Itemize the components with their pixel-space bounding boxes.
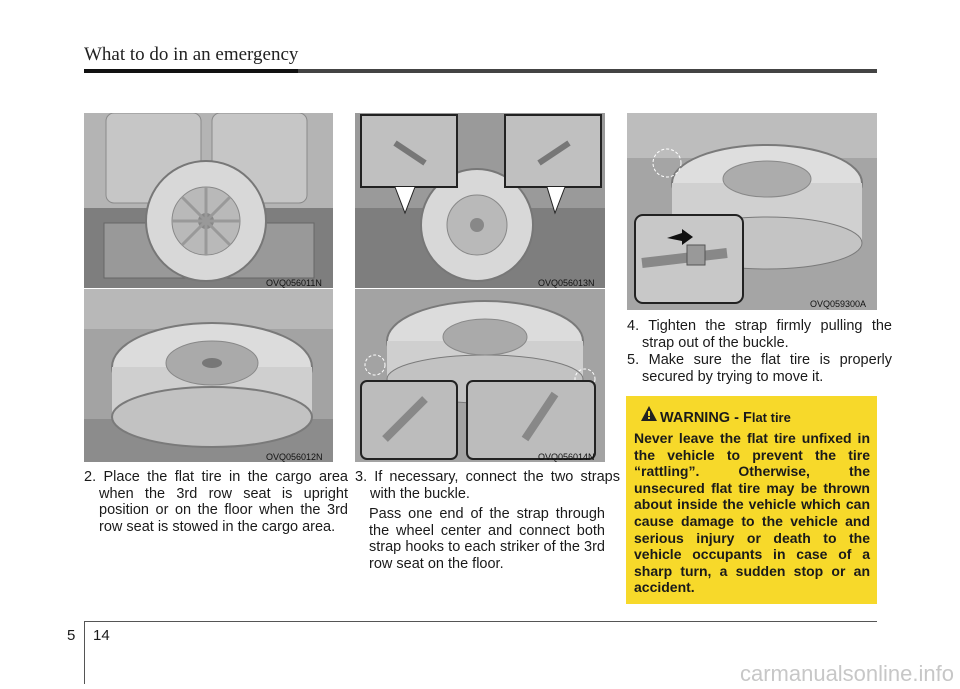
warning-box (626, 396, 877, 604)
step-2-text: 2. Place the flat tire in the cargo area when the 3rd row seat is upright position or on the floor when the 3rd row seat is stowed in the cargo area. (84, 469, 348, 535)
step-5-text: 5. Make sure the flat tire is properly secured by trying to move it. (627, 352, 892, 385)
warning-title-rest: lat tire (751, 410, 791, 425)
step-3-detail-text: Pass one end of the strap through the wheel center and connect both strap hooks to each striker of the 3rd row seat on the floor. (369, 506, 605, 572)
watermark: carmanualsonline.info (739, 661, 954, 686)
figure-code: OVQ056013N (538, 278, 595, 288)
figure-code: OVQ056014N (538, 452, 595, 462)
figure-code: OVQ059300A (810, 299, 867, 309)
figure-buckle-tighten (627, 113, 877, 310)
chapter-number: 5 (67, 627, 76, 644)
figure-strap-hooks-floor (355, 289, 605, 462)
figure-code: OVQ056012N (266, 452, 323, 462)
step-4-text: 4. Tighten the strap firmly pulling the strap out of the buckle. (627, 318, 892, 351)
footer-rule (84, 621, 877, 622)
figure-tire-floor (84, 289, 333, 462)
page-header-title: What to do in an emergency (84, 44, 299, 65)
page-number-divider (84, 621, 85, 684)
page-number: 14 (93, 627, 110, 644)
warning-triangle-icon (640, 405, 658, 422)
header-rule-accent (84, 69, 298, 73)
figure-tire-cargo-upright (84, 113, 333, 288)
figure-strap-hooks-upright (355, 113, 605, 288)
warning-text: Never leave the flat tire unfixed in the vehicle to prevent the tire “rattling”. Otherwise, the unsecured flat tire may be thrown about inside the vehicle which can cause damage to the vehicle and serious injury or death to the vehicle occupants in case of a sharp turn, a sudden stop or an accident. (634, 430, 870, 596)
figure-code: OVQ056011N (266, 278, 322, 288)
step-3-text: 3. If necessary, connect the two straps with the buckle. (355, 469, 620, 502)
warning-title (660, 410, 791, 426)
warning-title-main: WARNING - F (660, 410, 752, 426)
